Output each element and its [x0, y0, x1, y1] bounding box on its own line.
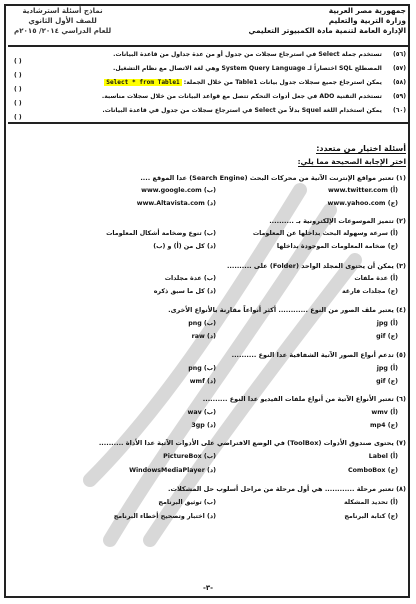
- option-a: (أ) سرعة وسهولة البحث بداخلها عن المعلومات: [252, 230, 398, 237]
- question-number: (٢): [396, 217, 406, 225]
- mcq-2: [12, 217, 406, 225]
- mcq-3: [12, 262, 406, 270]
- option-a: (أ) Label: [368, 453, 398, 460]
- mcq-7: [12, 439, 406, 447]
- option-d: (د) كل من (أ) و (ب): [153, 243, 216, 250]
- question-number: (٥٩): [392, 93, 406, 100]
- option-d: (د) اختبار وتصحيح أخطاء البرنامج: [113, 513, 216, 520]
- question-text: تعتبر مواقع الإنترنت الآتية من محركات البحث (Search Engine) عدا الموقع ....: [140, 174, 394, 182]
- question-text: تعتبر الأنواع الآتية من أنواع ملفات الفيديو عدا النوع ..........: [202, 395, 394, 403]
- question-number: (٧): [396, 439, 406, 447]
- option-d: (د) www.Altavista.com: [136, 200, 216, 207]
- question-text: يمكن أن يحتوى المجلد الواحد (Folder) على ..........: [226, 262, 394, 270]
- page-number: -٣-: [202, 584, 214, 592]
- option-c: (ج) gif: [376, 333, 398, 340]
- option-b: (ب) png: [188, 320, 216, 327]
- question-text: يمكن استرجاع جميع سجلات جدول بيانات Table1 من خلال الجملة:: [183, 79, 382, 86]
- option-d: (د) كل ما سبق ذكره: [153, 288, 216, 295]
- option-a: (أ) wmv: [371, 409, 398, 416]
- option-c: (ج) www.yahoo.com: [327, 200, 398, 207]
- question-number: (٦): [396, 395, 406, 403]
- question-text: تستخدم التقنية ADO في جعل أدوات التحكم تتصل مع قواعد البيانات من خلال سجلات مناسبة.: [101, 93, 382, 100]
- question-number: (٤): [396, 306, 406, 314]
- tf-question-58: [14, 79, 406, 93]
- answer-blank: ( ): [14, 58, 22, 65]
- question-text: تستخدم جملة Select في استرجاع سجلات من جدول أو من عدة جداول من قاعدة البيانات.: [113, 51, 382, 58]
- header-grade: للصف الأول الثانوي: [28, 16, 97, 25]
- question-number: (٣): [396, 262, 406, 270]
- question-text: يحتوى صندوق الأدوات (ToolBox) في الوضع الافتراضي على الأدوات الآتية عدا الأداة ..........: [98, 439, 394, 447]
- option-b: (ب) png: [188, 365, 216, 372]
- question-number: (٥): [396, 351, 406, 359]
- option-a: (أ) www.twitter.com: [327, 187, 398, 194]
- header-department: الإدارة العامة لتنمية مادة الكمبيوتر التعليمي: [248, 26, 406, 35]
- tf-question-57: [14, 65, 406, 79]
- option-b: (ب) تنوع وضخامة أشكال المعلومات: [106, 230, 216, 237]
- question-number: (١): [396, 174, 406, 182]
- ministry-header: [249, 6, 407, 36]
- header-ministry: وزارة التربية والتعليم: [328, 16, 406, 25]
- option-b: (ب) www.google.com: [141, 187, 216, 194]
- option-b: (ب) PictureBox: [163, 453, 216, 460]
- tf-question-56: [14, 51, 406, 65]
- option-d: (د) 3gp: [191, 422, 216, 429]
- option-d: (د) WindowsMediaPlayer: [129, 467, 216, 474]
- mcq-5: [12, 351, 406, 359]
- option-c: (ج) gif: [376, 378, 398, 385]
- question-number: (٦٠): [392, 107, 406, 114]
- mcq-4: [12, 306, 406, 314]
- question-text: يمكن استخدام اللغة Squel بدلاً من Select في استرجاع سجلات من جدول في قاعدة البيانات.: [102, 107, 382, 114]
- question-text: المصطلح SQL اختصاراً لـ System Query Language وهي لغة الاتصال مع نظام التشغيل.: [113, 65, 382, 72]
- section-instruction: اختر الإجابة الصحيحة مما يلي:: [297, 157, 406, 166]
- question-number: (٥٧): [392, 65, 406, 72]
- highlighted-code: Select * from Table1: [106, 79, 180, 86]
- answer-blank: ( ): [14, 72, 22, 79]
- question-text: يعتبر ملف الصور من النوع ............ أكثر أنواعاً مقارنة بالأنواع الأخرى.: [168, 306, 394, 314]
- option-c: (ج) مجلدات فارغة: [341, 288, 398, 295]
- option-b: (ب) توثيق البرنامج: [158, 499, 216, 506]
- option-c: (ج) ComboBox: [347, 467, 398, 474]
- question-number: (٥٨): [392, 79, 406, 86]
- option-b: (ب) wav: [187, 409, 216, 416]
- question-text: تعتبر مرحلة ............ هي أول مرحلة من مراحل أسلوب حل المشكلات.: [168, 485, 394, 493]
- question-text: تتميز الموسوعات الإلكترونية بـ ..........: [269, 217, 394, 225]
- section-title: أسئلة اختيار من متعدد:: [316, 144, 406, 153]
- answer-blank: ( ): [14, 100, 22, 107]
- question-text: تدعم أنواع الصور الآتية الشفافية عدا النوع ..........: [231, 351, 394, 359]
- option-d: (د) raw: [191, 333, 216, 340]
- option-b: (ب) عدة مجلدات: [164, 275, 216, 282]
- option-a: (أ) jpg: [376, 320, 398, 327]
- header-doc-type: نماذج أسئلة استرشادية: [22, 6, 103, 15]
- question-number: (٥٦): [392, 51, 406, 58]
- option-a: (أ) تحديد المشكلة: [343, 499, 398, 506]
- mcq-1: [12, 174, 406, 182]
- option-a: (أ) jpg: [376, 365, 398, 372]
- mcq-8: [12, 485, 406, 493]
- option-c: (ج) ضخامة المعلومات الموجودة بداخلها: [276, 243, 398, 250]
- answer-blank: ( ): [14, 86, 22, 93]
- tf-question-59: [14, 93, 406, 107]
- section-divider: [8, 122, 408, 124]
- answer-blank: ( ): [14, 114, 22, 121]
- header-year: للعام الدراسي ٢٠١٤/ ٢٠١٥م: [14, 26, 112, 35]
- header-country: جمهورية مصر العربية: [328, 6, 406, 15]
- option-c: (ج) mp4: [370, 422, 398, 429]
- option-c: (ج) كتابة البرنامج: [344, 513, 398, 520]
- header-divider: [8, 45, 408, 47]
- tf-question-60: [14, 107, 406, 121]
- option-a: (أ) عدة ملفات: [354, 275, 398, 282]
- exam-header: [14, 6, 111, 36]
- question-number: (٨): [396, 485, 406, 493]
- option-d: (د) wmf: [189, 378, 216, 385]
- mcq-6: [12, 395, 406, 403]
